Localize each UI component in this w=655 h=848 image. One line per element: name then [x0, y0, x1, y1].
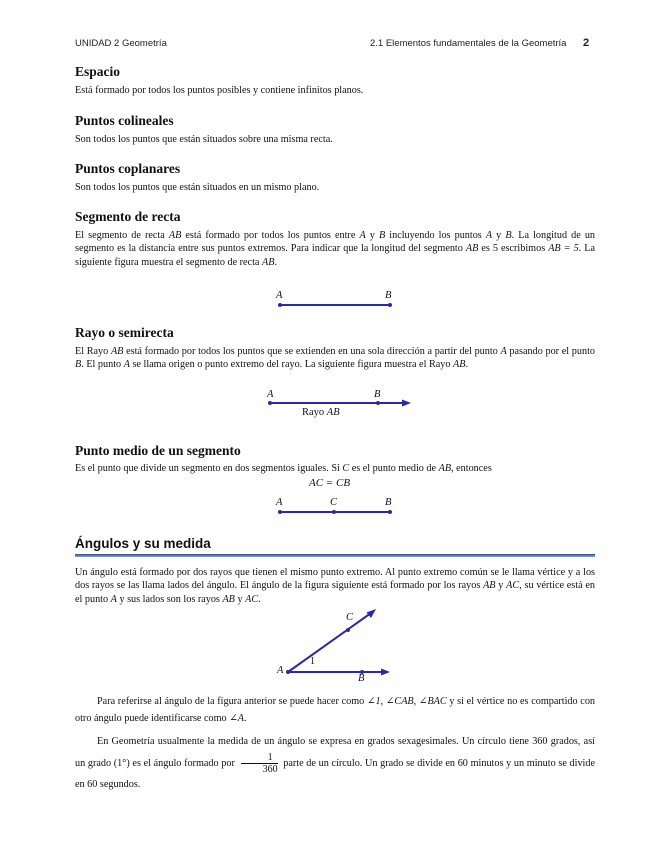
text-angle-measure: En Geometría usualmente la medida de un ángulo se expresa en grados sexagesimales. Un círculo tiene 360 grados, así un grado (1°) es el ángulo formado por $\frac{1}{360}$ parte de un círculo. Un grado se divide en 60 minutos y un minuto se divide en 60 segundos. — [75, 736, 595, 790]
segment-label-a: A — [276, 290, 283, 301]
ray-label-a: A — [267, 389, 274, 400]
angle-arrow-ac — [367, 609, 377, 618]
angle-figure — [270, 602, 400, 682]
segment-figure — [260, 285, 420, 315]
point-a — [278, 303, 282, 307]
text-rayo: El Rayo AB está formado por todos los puntos que se extienden en una sola dirección a partir del punto A pasando por el punto B. El punto A se llama origen o punto extremo del rayo. La siguiente figura muestra el Rayo AB. — [75, 346, 596, 371]
angle-point-c — [346, 628, 350, 632]
text-coplanares: Son todos los puntos que están situados en un mismo plano. — [75, 182, 320, 193]
heading-espacio: Espacio — [75, 64, 121, 79]
text-punto-medio: Es el punto que divide un segmento en dos segmentos iguales. Si C es el punto medio de AB, entonces — [75, 463, 492, 474]
text-colineales: Son todos los puntos que están situados sobre una misma recta. — [75, 134, 333, 145]
midpoint-label-a: A — [276, 497, 283, 508]
heading-coplanares: Puntos coplanares — [75, 161, 181, 176]
heading-punto-medio: Punto medio de un segmento — [75, 443, 241, 458]
angle-label-b: B — [358, 673, 365, 684]
midpoint-figure — [260, 502, 420, 522]
heading-rayo: Rayo o semirecta — [75, 325, 174, 340]
segment-label-b: B — [385, 290, 392, 301]
angle-label-c: C — [346, 612, 354, 623]
ray-point-b — [376, 401, 380, 405]
midpoint-label-b: B — [385, 497, 392, 508]
midpoint-point-a — [278, 510, 282, 514]
midpoint-equation: AC = CB — [309, 477, 351, 489]
midpoint-label-c: C — [330, 497, 338, 508]
ray-point-a — [268, 401, 272, 405]
point-b — [388, 303, 392, 307]
text-angulos: Un ángulo está formado por dos rayos que tienen el mismo punto extremo. Al punto extremo común se le llama vértice y a los dos rayos se las llama lados del ángulo. El ángulo de la figura siguiente está formado por los rayos AB y AC, su vértice está en el punto A y sus lados son los rayos AB y AC. — [75, 567, 596, 605]
angle-vertex-a — [286, 670, 290, 674]
header-section: 2.1 Elementos fundamentales de la Geometría — [370, 38, 567, 49]
ray-label-b: B — [374, 389, 381, 400]
text-segmento: El segmento de recta AB está formado por todos los puntos entre A y B incluyendo los puntos A y B. La longitud de un segmento es la distancia entre sus puntos extremos. Para indicar que la longitud del segmento AB es 5 escribimos AB = 5. La siguiente figura muestra el segmento de recta AB. — [75, 230, 596, 268]
midpoint-point-c — [332, 510, 336, 514]
section-divider — [75, 554, 595, 557]
midpoint-point-b — [388, 510, 392, 514]
text-angle-naming: Para referirse al ángulo de la figura anterior se puede hacer como ∠1, ∠CAB, ∠BAC y si el vértice no es compartido con otro ángulo puede identificarse como ∠A. — [75, 696, 596, 724]
fraction-1-360: $\frac{1}{360}$ — [241, 752, 278, 775]
heading-angulos: Ángulos y su medida — [75, 536, 211, 551]
angle-label-1: 1 — [310, 656, 315, 667]
header-unit: UNIDAD 2 Geometría — [75, 38, 167, 49]
ray-arrowhead — [402, 400, 411, 407]
angle-label-a: A — [277, 665, 284, 676]
text-espacio: Está formado por todos los puntos posibles y contiene infinitos planos. — [75, 85, 364, 96]
heading-segmento: Segmento de recta — [75, 209, 181, 224]
angle-arrow-ab — [381, 669, 390, 676]
heading-colineales: Puntos colineales — [75, 113, 174, 128]
ray-figure — [255, 393, 425, 413]
ray-caption: Rayo AB — [302, 407, 340, 418]
angle-ray-ac — [288, 613, 371, 672]
page-number: 2 — [583, 37, 590, 49]
